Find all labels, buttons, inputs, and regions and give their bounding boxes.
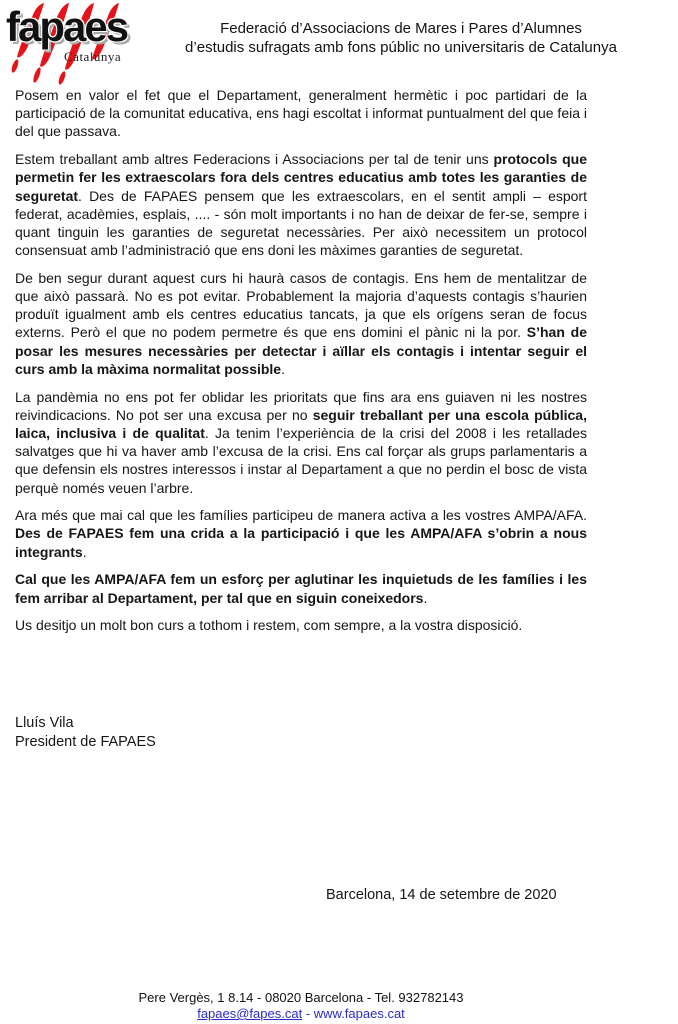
fapaes-logo xyxy=(6,2,158,86)
body-paragraph-6: Cal que les AMPA/AFA fem un esforç per aglutinar les inquietuds de les famílies i les fem arribar al Departament, per tal que en siguin coneixedors. xyxy=(15,571,587,606)
letter-body xyxy=(15,86,587,644)
organization-title-line2: d’estudis sufragats amb fons públic no universitaris de Catalunya xyxy=(185,39,617,56)
logo-region-label: Catalunya xyxy=(64,49,122,64)
body-paragraph-2: Estem treballant amb altres Federacions i Associacions per tal de tenir uns protocols que permetin fer les extraescolars fora dels centres educatius amb totes les garanties de seguretat. Des de FAPAES pensem que les extraescolars, en el sentit ampli – esport federat, acadèmies, esplais, .... - són molt importants i no han de deixar de fer-se, sempre i quant tinguin les garanties de seguretat necessàries. Per això necessitem un protocol consensuat amb l’administració que ens doni les màximes garanties de seguretat. xyxy=(15,151,587,259)
body-paragraph-7: Us desitjo un molt bon curs a tothom i restem, com sempre, a la vostra disposició. xyxy=(15,617,523,634)
footer-link-separator: - xyxy=(302,1006,314,1021)
date-line: Barcelona, 14 de setembre de 2020 xyxy=(326,887,557,903)
organization-title xyxy=(160,19,642,57)
footer-email-link[interactable]: fapaes@fapes.cat xyxy=(197,1006,303,1021)
footer-address: Pere Vergès, 1 8.14 - 08020 Barcelona - Tel. 932782143 xyxy=(138,990,464,1005)
footer-website: www.fapaes.cat xyxy=(313,1006,405,1021)
body-paragraph-1: Posem en valor el fet que el Departament, generalment hermètic i poc partidari de la participació de la comunitat educativa, ens hagi escoltat i informat puntualment del que feia i del que passava. xyxy=(15,87,588,140)
signature-name: Lluís Vila xyxy=(15,715,74,731)
organization-title-line1: Federació d’Associacions de Mares i Pares d’Alumnes xyxy=(220,20,582,37)
body-paragraph-4: La pandèmia no ens pot fer oblidar les prioritats que fins ara ens guiaven ni les nostres reivindicacions. No pot ser una excusa per no seguir treballant per una escola pública, laica, inclusiva i de qualitat. Ja tenim l’experiència de la crisi del 2008 i les retallades salvatges que hi va haver amb l’excusa de la crisi. Ens cal forçar als grups parlamentaris a que defensin els nostres interessos i instar al Departament a que no perdin el bosc de vista perquè només veuen l’arbre. xyxy=(15,388,588,496)
footer-links xyxy=(15,1006,587,1022)
body-paragraph-5: Ara més que mai cal que les famílies participeu de manera activa a les vostres AMPA/AFA. Des de FAPAES fem una crida a la participació i que les AMPA/AFA s’obrin a nous integrants. xyxy=(15,507,587,560)
logo-wordmark: fapaes xyxy=(6,3,128,50)
signature-title: President de FAPAES xyxy=(15,733,156,750)
page-footer xyxy=(15,990,587,1022)
body-paragraph-3: De ben segur durant aquest curs hi haurà casos de contagis. Ens hem de mentalitzar de que això passarà. No es pot evitar. Probablement la majoria d’aquests contagis s’haurien produït igualment amb els centres educatius tancats, ja que els orígens seran de focus externs. Però el que no podem permetre és que ens domini el pànic ni la por. S’han de posar les mesures necessàries per detectar i aïllar els contagis i intentar seguir el curs amb la màxima normalitat possible. xyxy=(15,269,587,377)
signature-block xyxy=(15,714,156,751)
